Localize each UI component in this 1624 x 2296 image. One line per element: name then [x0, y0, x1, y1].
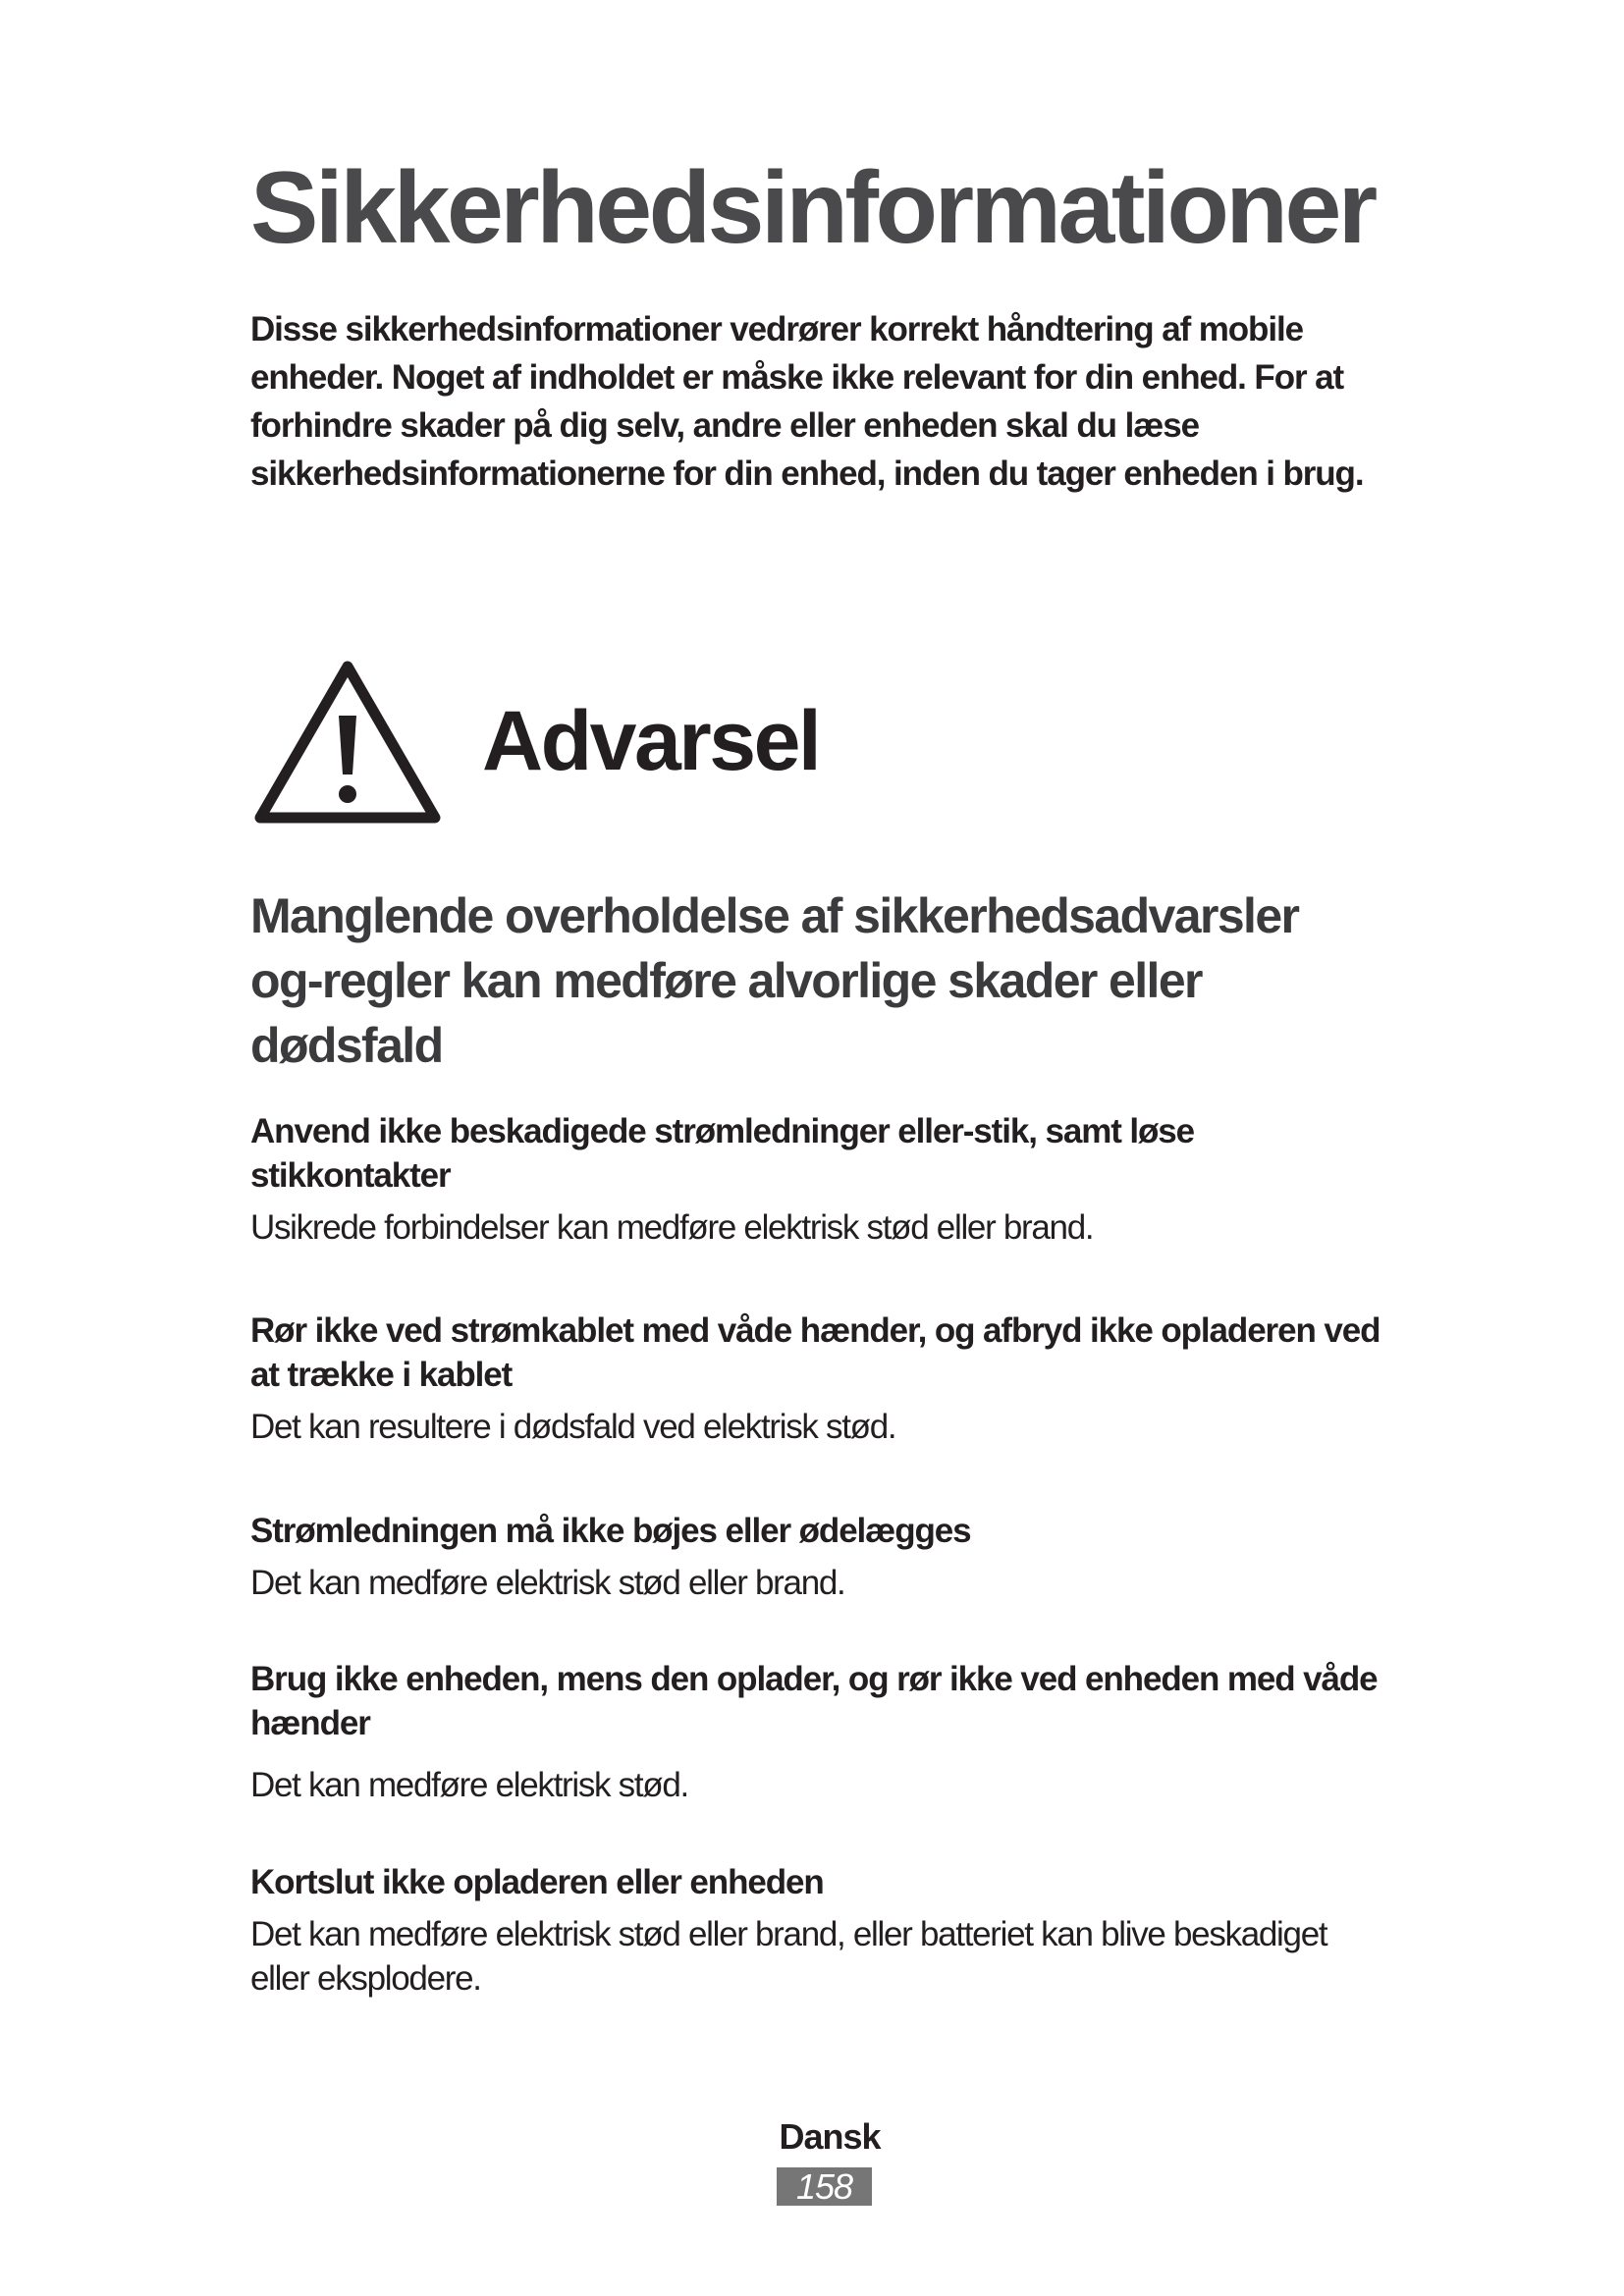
safety-item-heading: Anvend ikke beskadigede strømledninger eller-stik, samt løse stikkontakter — [250, 1112, 1195, 1195]
main-heading: Manglende overholdelse af sikkerhedsadvarsler og-regler kan medføre alvorlige skader eller dødsfald — [250, 888, 1299, 1073]
safety-item — [250, 1308, 1389, 1449]
page-number: 158 — [777, 2167, 872, 2206]
safety-item-text: Det kan medføre elektrisk stød eller brand. — [250, 1564, 845, 1602]
safety-item-text: Det kan medføre elektrisk stød eller brand, eller batteriet kan blive beskadiget eller eksplodere. — [250, 1915, 1327, 1998]
footer-language: Dansk — [779, 2116, 881, 2157]
safety-item — [250, 1509, 1389, 1605]
safety-item-text: Usikrede forbindelser kan medføre elektrisk stød eller brand. — [250, 1208, 1094, 1247]
intro-paragraph: Disse sikkerhedsinformationer vedrører korrekt håndtering af mobile enheder. Noget af indholdet er måske ikke relevant for din enhed. For at forhindre skader på dig selv, andre eller enheden skal du læse sikkerhedsinformationerne for din enhed, inden du tager enheden i brug. — [250, 310, 1364, 493]
safety-item — [250, 1657, 1389, 1807]
safety-item-heading: Rør ikke ved strømkablet med våde hænder, og afbryd ikke opladeren ved at trække i kablet — [250, 1311, 1380, 1394]
page-title: Sikkerhedsinformationer — [250, 151, 1375, 265]
safety-item-heading: Strømledningen må ikke bøjes eller ødelægges — [250, 1512, 971, 1550]
warning-title: Advarsel — [482, 694, 820, 788]
safety-item — [250, 1109, 1389, 1250]
warning-section — [250, 653, 1380, 834]
safety-item-text: Det kan medføre elektrisk stød. — [250, 1766, 688, 1804]
safety-item — [250, 1860, 1389, 2001]
safety-item-heading: Brug ikke enheden, mens den oplader, og rør ikke ved enheden med våde hænder — [250, 1660, 1378, 1742]
safety-item-text: Det kan resultere i dødsfald ved elektrisk stød. — [250, 1408, 896, 1446]
warning-triangle-icon — [250, 653, 445, 829]
document-page — [250, 0, 1389, 2296]
safety-item-heading: Kortslut ikke opladeren eller enheden — [250, 1863, 824, 1901]
